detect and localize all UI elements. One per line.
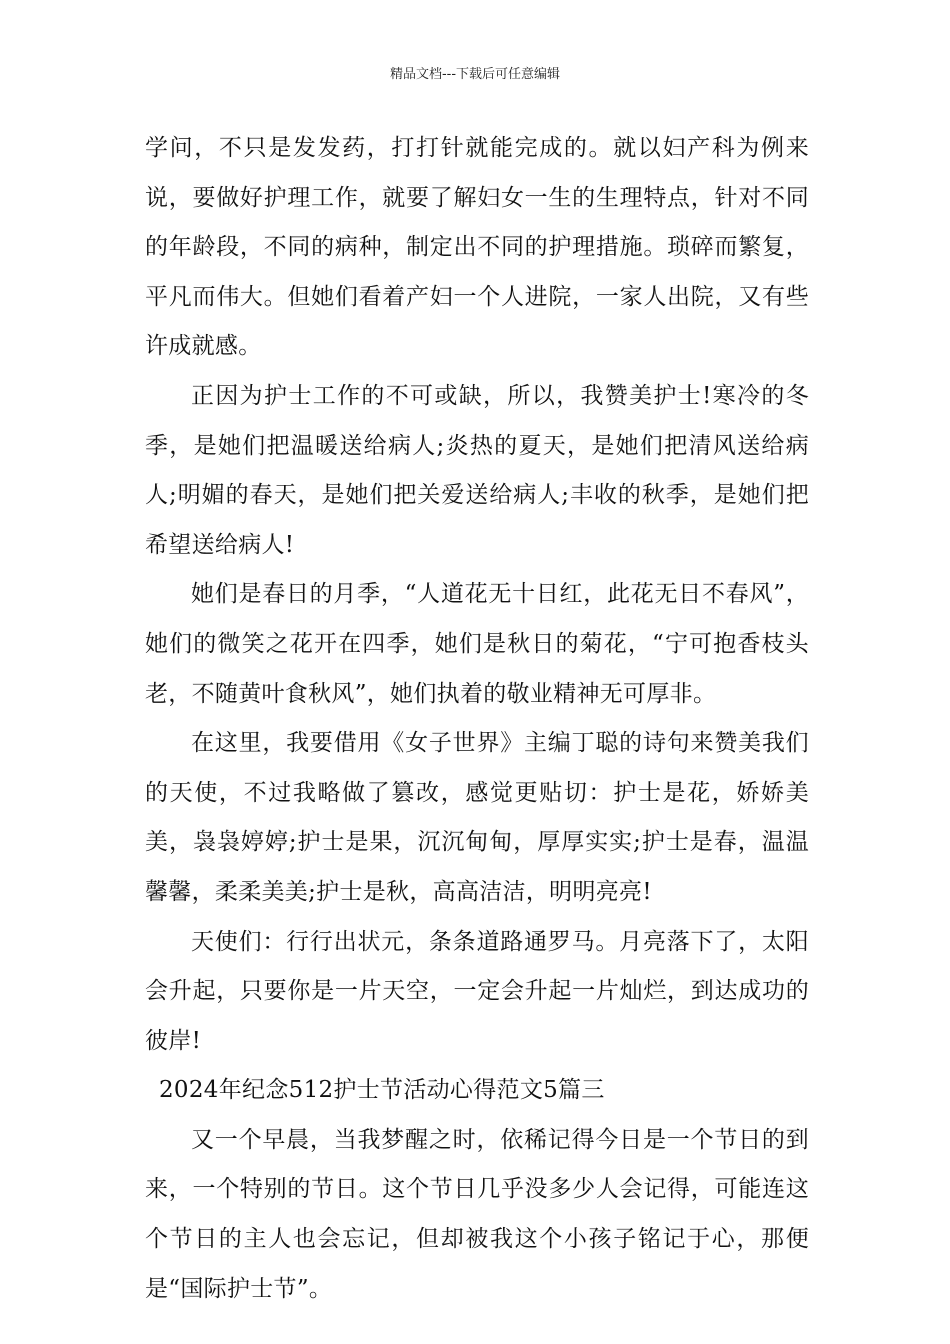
page-header: 精品文档---下载后可任意编辑 bbox=[389, 67, 561, 82]
document-body bbox=[145, 124, 809, 1314]
section-heading: 2024年纪念512护士节活动心得范文5篇三 bbox=[159, 1077, 605, 1104]
paragraph-spring-autumn: 她们是春日的月季，“人道花无十日红，此花无日不春风”，她们的微笑之花开在四季，她们是秋日的菊花，“宁可抱香枝头老，不随黄叶食秋风”，她们执着的敬业精神无可厚非。 bbox=[145, 581, 809, 707]
paragraph-praise-nurses: 正因为护士工作的不可或缺，所以，我赞美护士!寒冷的冬季，是她们把温暖送给病人;炎热的夏天，是她们把清风送给病人;明媚的春天，是她们把关爱送给病人;丰收的秋季，是她们把希望送给病人! bbox=[145, 382, 809, 558]
paragraph-nurses-day: 又一个早晨，当我梦醒之时，依稀记得今日是一个节日的到来，一个特别的节日。这个节日几乎没多少人会记得，可能连这个节日的主人也会忘记，但却被我这个小孩子铭记于心，那便是“国际护士节”。 bbox=[145, 1126, 809, 1302]
paragraph-continuation: 学问，不只是发发药，打打针就能完成的。就以妇产科为例来说，要做好护理工作，就要了解妇女一生的生理特点，针对不同的年龄段，不同的病种，制定出不同的护理措施。琐碎而繁复，平凡而伟大。但她们看着产妇一个人进院，一家人出院，又有些许成就感。 bbox=[145, 135, 809, 360]
paragraph-poem-quote: 在这里，我要借用《女子世界》主编丁聪的诗句来赞美我们的天使，不过我略做了篡改，感觉更贴切：护士是花，娇娇美美，袅袅婷婷;护士是果，沉沉甸甸，厚厚实实;护士是春，温温馨馨，柔柔美美;护士是秋，高高洁洁，明明亮亮! bbox=[145, 730, 809, 905]
paragraph-angels: 天使们：行行出状元，条条道路通罗马。月亮落下了，太阳会升起，只要你是一片天空，一定会升起一片灿烂，到达成功的彼岸! bbox=[145, 928, 809, 1054]
